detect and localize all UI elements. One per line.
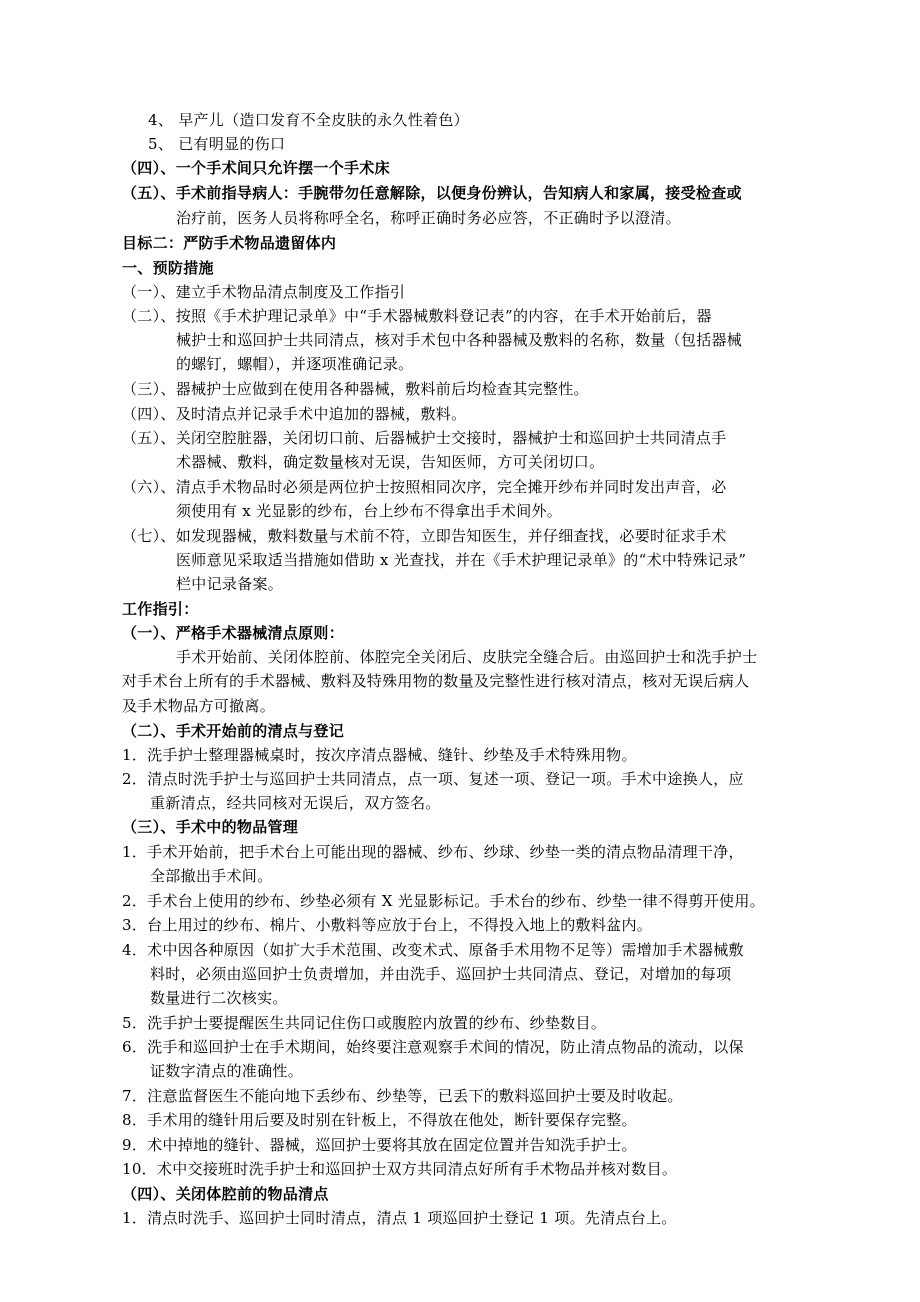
measure-item-4: （四）、及时清点并记录手术中追加的器械，敷料。	[122, 405, 467, 423]
paragraph-line: 术器械、敷料，确定数量核对无误，告知医师，方可关闭切口。	[176, 453, 605, 471]
paragraph-line: 手术开始前、关闭体腔前、体腔完全关闭后、皮肤完全缝合后。由巡回护士和洗手护士	[176, 648, 758, 666]
guide-section-1-heading: （一）、严格手术器械清点原则：	[122, 624, 345, 642]
paragraph-line: 医师意见采取适当措施如借助 x 光查找，并在《手术护理记录单》的“术中特殊记录”	[176, 551, 747, 569]
list-item-4-premature: 4、 早产儿（造口发育不全皮肤的永久性着色）	[148, 111, 469, 129]
section-heading-4: （四）、一个手术间只允许摆一个手术床	[122, 159, 390, 177]
measure-item-5: （五）、关闭空腔脏器，关闭切口前、后器械护士交接时，器械护士和巡回护士共同清点手	[122, 429, 727, 447]
list-item: 2．手术台上使用的纱布、纱垫必须有 X 光显影标记。手术台的纱布、纱垫一律不得剪开使用。	[122, 892, 765, 910]
paragraph-line: 的螺钉，螺帽），并逐项准确记录。	[176, 355, 414, 373]
paragraph-line: 对手术台上所有的手术器械、敷料及特殊用物的数量及完整性进行核对清点，核对无误后病人	[122, 672, 750, 690]
list-item: 3．台上用过的纱布、棉片、小敷料等应放于台上，不得投入地上的敷料盆内。	[122, 916, 653, 934]
guide-section-2-heading: （二）、手术开始前的清点与登记	[122, 722, 345, 740]
paragraph-line: 械护士和巡回护士共同清点，核对手术包中各种器械及敷料的名称，数量（包括器械	[176, 331, 743, 349]
paragraph-line: 数量进行二次核实。	[150, 989, 288, 1007]
list-item: 6．洗手和巡回护士在手术期间，始终要注意观察手术间的情况，防止清点物品的流动，以保	[122, 1038, 744, 1056]
paragraph-line: 证数字清点的准确性。	[150, 1062, 304, 1080]
paragraph-line: 及手术物品方可撤离。	[122, 697, 276, 715]
paragraph-line: 须使用有 x 光显影的纱布，台上纱布不得拿出手术间外。	[176, 502, 563, 520]
measure-item-2: （二）、按照《手术护理记录单》中“手术器械敷料登记表”的内容，在手术开始前后，器	[122, 307, 712, 325]
list-item: 4．术中因各种原因（如扩大手术范围、改变术式、原备手术用物不足等）需增加手术器械敷	[122, 941, 744, 959]
measure-item-7: （七）、如发现器械，敷料数量与术前不符，立即告知医生，并仔细查找，必要时征求手术	[122, 527, 727, 545]
measure-item-1: （一）、建立手术物品清点制度及工作指引	[122, 283, 406, 301]
list-item: 1．手术开始前，把手术台上可能出现的器械、纱布、纱球、纱垫一类的清点物品清理干净，	[122, 843, 744, 861]
list-item: 10．术中交接班时洗手护士和巡回护士双方共同清点好所有手术物品并核对数目。	[122, 1160, 678, 1178]
prevention-heading: 一、预防措施	[122, 259, 214, 277]
list-item: 7．注意监督医生不能向地下丢纱布、纱垫等，已丢下的敷料巡回护士要及时收起。	[122, 1087, 683, 1105]
measure-item-3: （三）、器械护士应做到在使用各种器械，敷料前后均检查其完整性。	[122, 380, 589, 398]
paragraph-line: 料时，必须由巡回护士负责增加，并由洗手、巡回护士共同清点、登记，对增加的每项	[150, 965, 732, 983]
paragraph-line: 全部撤出手术间。	[150, 867, 273, 885]
list-item: 9．术中掉地的缝针、器械，巡回护士要将其放在固定位置并告知洗手护士。	[122, 1136, 637, 1154]
paragraph-line: 治疗前，医务人员将称呼全名，称呼正确时务必应答，不正确时予以澄清。	[176, 209, 681, 227]
work-guide-heading: 工作指引：	[122, 600, 199, 618]
list-item: 1．清点时洗手、巡回护士同时清点，清点 1 项巡回护士登记 1 项。先清点台上。	[122, 1209, 677, 1227]
measure-item-6: （六）、清点手术物品时必须是两位护士按照相同次序，完全摊开纱布并同时发出声音，必	[122, 478, 727, 496]
list-item: 1．洗手护士整理器械桌时，按次序清点器械、缝针、纱垫及手术特殊用物。	[122, 746, 637, 764]
paragraph-line: 重新清点，经共同核对无误后，双方签名。	[150, 794, 441, 812]
section-heading-5: （五）、手术前指导病人：手腕带勿任意解除，以便身份辨认，告知病人和家属，接受检查或	[122, 184, 742, 202]
guide-section-4-heading: （四）、关闭体腔前的物品清点	[122, 1185, 329, 1203]
list-item: 8．手术用的缝针用后要及时别在针板上，不得放在他处，断针要保存完整。	[122, 1111, 637, 1129]
goal-two-heading: 目标二：严防手术物品遗留体内	[122, 234, 337, 252]
list-item: 5．洗手护士要提醒医生共同记住伤口或腹腔内放置的纱布、纱垫数目。	[122, 1014, 607, 1032]
list-item-5-wound: 5、 已有明显的伤口	[148, 135, 286, 153]
list-item: 2．清点时洗手护士与巡回护士共同清点，点一项、复述一项、登记一项。手术中途换人，应	[122, 770, 744, 788]
paragraph-line: 栏中记录备案。	[176, 575, 284, 593]
guide-section-3-heading: （三）、手术中的物品管理	[122, 818, 299, 836]
